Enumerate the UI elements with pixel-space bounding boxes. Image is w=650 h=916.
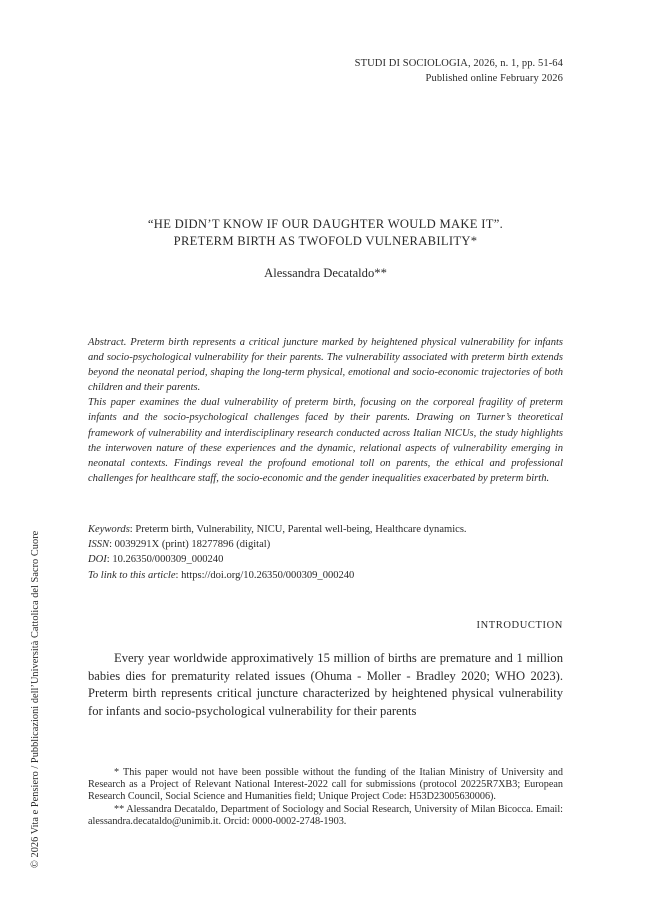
abstract — [88, 335, 563, 486]
introduction-body — [88, 650, 563, 720]
doi-value: : 10.26350/000309_000240 — [106, 554, 224, 566]
doi-label: DOI — [88, 554, 107, 566]
title-line-1: “HE DIDN’T KNOW IF OUR DAUGHTER WOULD MAKE IT”. — [147, 217, 504, 231]
footnote-funding: * This paper would not have been possible without the funding of the Italian Ministry of University and Research as a Project of Relevant National Interest-2022 call for submissions (protocol 20225R7XB3; European Research Council, Social Science and Humanities field; Unique Project Code: H53D23005630006). — [88, 767, 563, 803]
journal-citation: STUDI DI SOCIOLOGIA, 2026, n. 1, pp. 51-64 — [354, 58, 563, 69]
doi-row — [88, 552, 563, 567]
section-heading-introduction: INTRODUCTION — [476, 620, 563, 631]
keywords-value: : Preterm birth, Vulnerability, NICU, Parental well-being, Healthcare dynamics. — [129, 524, 467, 535]
footnote-author: ** Alessandra Decataldo, Department of Sociology and Social Research, University of Milan Bicocca. Email: alessandra.decataldo@unimib.it. Orcid: 0000-0002-2748-1903. — [88, 803, 563, 827]
abstract-paragraph-2: This paper examines the dual vulnerability of preterm birth, focusing on the corporeal fragility of preterm infants and the socio-psychological challenges faced by their parents. Drawing on Turner’s theoretical framework of vulnerability and interdisciplinary research conducted across Italian NICUs, the study highlights the interwoven nature of these experiences and the dynamic, relational aspects of vulnerability emerging in neonatal contexts. Findings reveal the profound emotional toll on parents, the ethical and professional challenges for healthcare staff, the socio-economic and the gender inequalities exacerbated by preterm birth. — [88, 397, 563, 484]
keywords-label: Keywords — [88, 524, 130, 535]
issn-row — [88, 537, 563, 552]
issn-label: ISSN — [88, 539, 110, 551]
footnotes — [88, 767, 563, 828]
introduction-paragraph: Every year worldwide approximatively 15 million of births are premature and 1 million babies dies for prematurity related issues (Ohuma - Moller - Bradley 2020; WHO 2023). Preterm birth represents critical juncture characterized by heightened physical vulnerability for infants and socio-psychological vulnerability for their parents — [88, 651, 563, 718]
issn-value: : 0039291X (print) 18277896 (digital) — [109, 539, 271, 551]
article-link-row — [88, 568, 563, 583]
article-link-label: To link to this article — [88, 569, 176, 581]
paper-page — [88, 0, 563, 916]
article-metadata — [88, 522, 563, 583]
author-name: Alessandra Decataldo** — [264, 266, 387, 280]
keywords-row — [88, 522, 563, 537]
article-link-value[interactable]: : https://doi.org/10.26350/000309_000240 — [175, 569, 355, 581]
journal-header — [355, 56, 563, 86]
article-title — [88, 216, 563, 250]
copyright-sidebar: © 2026 Vita e Pensiero / Pubblicazioni dell’Università Cattolica del Sacro Cuore — [30, 530, 41, 868]
title-line-2: PRETERM BIRTH AS TWOFOLD VULNERABILITY* — [173, 234, 478, 248]
published-date: Published online February 2026 — [425, 73, 563, 84]
abstract-paragraph-1: Abstract. Preterm birth represents a critical juncture marked by heightened physical vulnerability for infants and socio-psychological vulnerability for their parents. The vulnerability associated with preterm birth extends beyond the neonatal period, shaping the long-term physical, emotional and socio-economic trajectories of both children and their parents. — [88, 337, 563, 394]
